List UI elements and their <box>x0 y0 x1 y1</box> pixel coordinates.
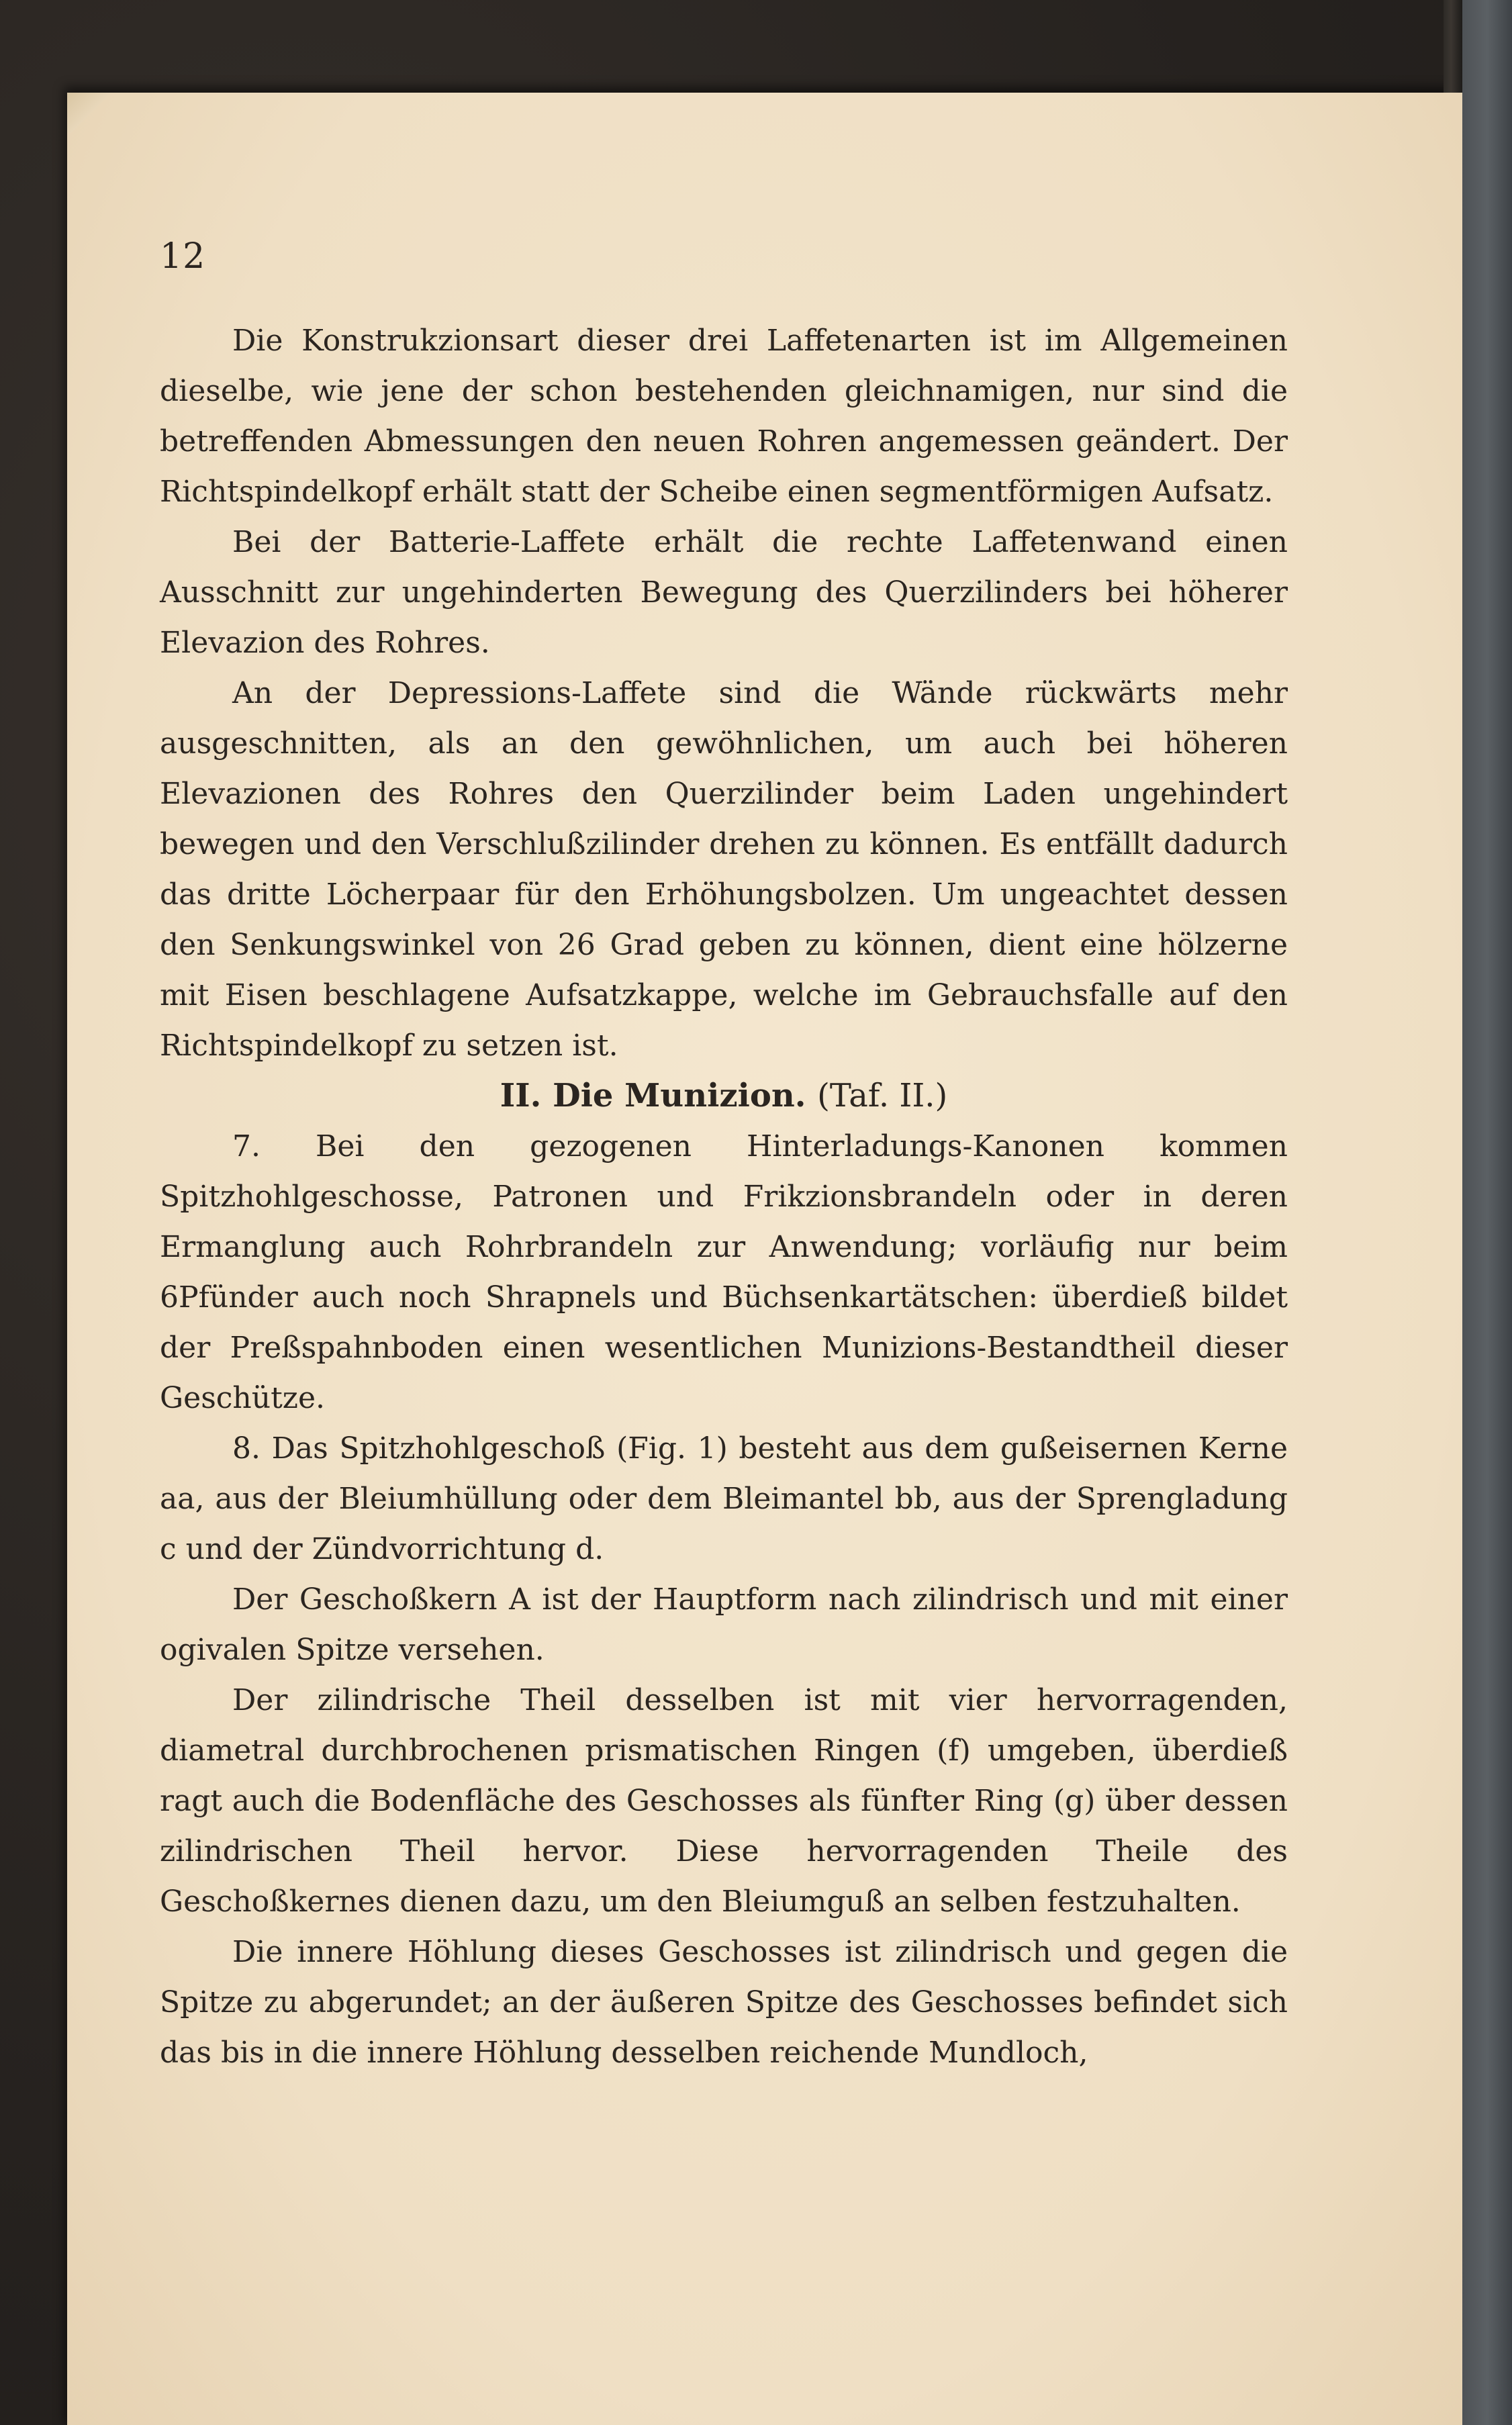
paragraph-7-munizion: 7. Bei den gezogenen Hinterladungs-Kanonen kommen Spitzhohlgeschosse, Patronen und Frikzionsbrandeln oder in deren Ermanglung auch Rohrbrandeln zur Anwendung; vorläufig nur beim 6Pfünder auch noch Shrapnels und Büchsenkartätschen: überdieß bildet der Preßspahnboden einen wesentlichen Munizions-Bestandtheil dieser Geschütze. <box>160 1129 1288 1415</box>
section-title: Die Munizion. <box>553 1077 806 1114</box>
section-number: II. <box>500 1077 542 1114</box>
section-heading <box>160 1071 1288 1121</box>
section-reference: (Taf. II.) <box>817 1077 948 1114</box>
paragraph-konstrukzionsart: Die Konstrukzionsart dieser drei Laffetenarten ist im Allgemeinen dieselbe, wie jene der schon bestehenden gleichnamigen, nur sind die betreffenden Abmessungen den neuen Rohren angemessen geändert. Der Richtspindelkopf erhält statt der Scheibe einen segmentförmigen Aufsatz. <box>160 324 1288 509</box>
book-cover-edge <box>1462 0 1512 2425</box>
page-number: 12 <box>160 236 206 277</box>
page-body <box>160 316 1288 2078</box>
paragraph-zilindrische-theil: Der zilindrische Theil desselben ist mit vier hervorragenden, diametral durchbrochenen prismatischen Ringen (f) umgeben, überdieß ragt auch die Bodenfläche des Geschosses als fünfter Ring (g) über dessen zilindrischen Theil hervor. Diese hervorragenden Theile des Geschoßkernes dienen dazu, um den Bleiumguß an selben festzuhalten. <box>160 1683 1288 1919</box>
paragraph-depressions-laffete: An der Depressions-Laffete sind die Wände rückwärts mehr ausgeschnitten, als an den gewöhnlichen, um auch bei höheren Elevazionen des Rohres den Querzilinder beim Laden ungehindert bewegen und den Verschlußzilinder drehen zu können. Es entfällt dadurch das dritte Löcherpaar für den Erhöhungsbolzen. Um ungeachtet dessen den Senkungswinkel von 26 Grad geben zu können, dient eine hölzerne mit Eisen beschlagene Aufsatzkappe, welche im Gebrauchsfalle auf den Richtspindelkopf zu setzen ist. <box>160 676 1288 1063</box>
paragraph-8-spitzhohlgeschoss: 8. Das Spitzhohlgeschoß (Fig. 1) besteht aus dem gußeisernen Kerne aa, aus der Bleiumhüllung oder dem Bleimantel bb, aus der Sprengladung c und der Zündvorrichtung d. <box>160 1431 1288 1566</box>
paragraph-batterie-laffete: Bei der Batterie-Laffete erhält die rechte Laffetenwand einen Ausschnitt zur ungehinderten Bewegung des Querzilinders bei höherer Elevazion des Rohres. <box>160 525 1288 660</box>
paragraph-geschosskern: Der Geschoßkern A ist der Hauptform nach zilindrisch und mit einer ogivalen Spitze versehen. <box>160 1582 1288 1667</box>
paragraph-innere-hoehlung: Die innere Höhlung dieses Geschosses ist zilindrisch und gegen die Spitze zu abgerundet; an der äußeren Spitze des Geschosses befindet sich das bis in die innere Höhlung desselben reichende Mundloch, <box>160 1935 1288 2070</box>
page-fold-corner <box>67 93 114 133</box>
